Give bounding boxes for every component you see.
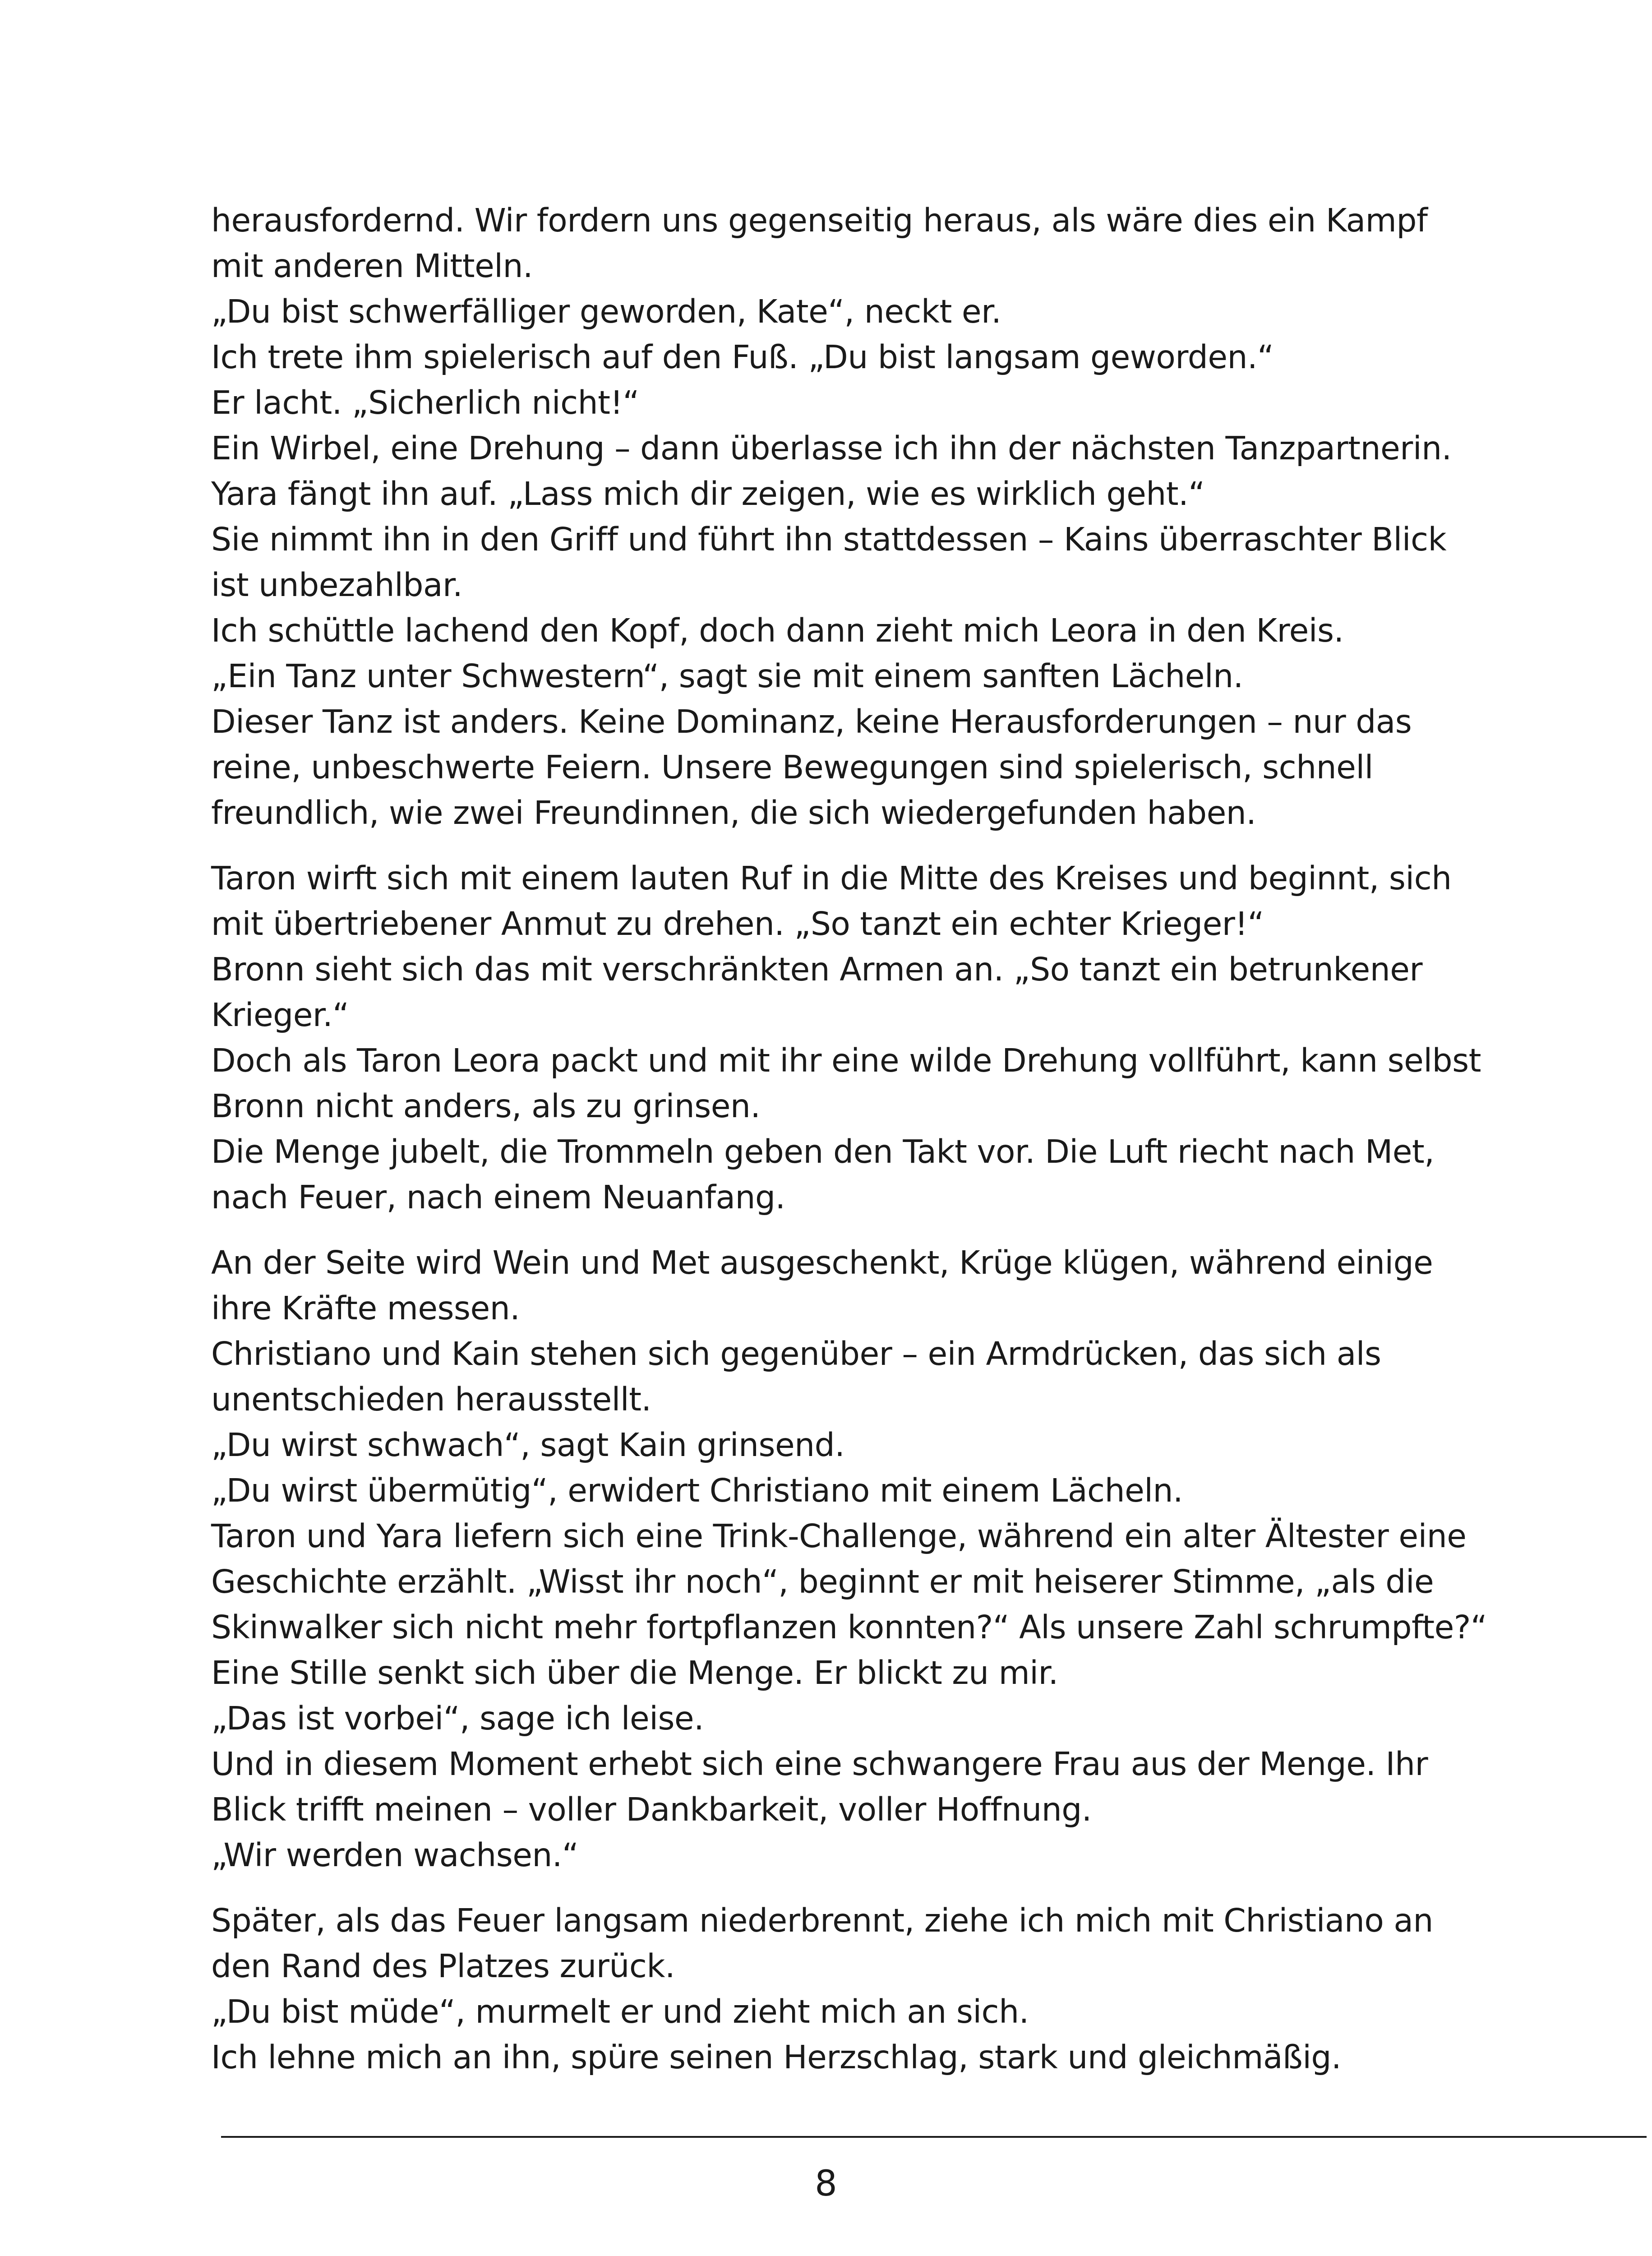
text-line: nach Feuer, nach einem Neuanfang. [211, 1179, 785, 1216]
footer-divider [221, 2136, 1647, 2138]
text-line: den Rand des Platzes zurück. [211, 1947, 675, 1985]
text-line: Geschichte erzählt. „Wisst ihr noch“, beginnt er mit heiserer Stimme, „als die [211, 1563, 1434, 1600]
text-line: Sie nimmt ihn in den Griff und führt ihn stattdessen – Kains überraschter Blick [211, 521, 1447, 558]
text-line: Blick trifft meinen – voller Dankbarkeit, voller Hoffnung. [211, 1791, 1092, 1828]
text-line: „Du bist müde“, murmelt er und zieht mich an sich. [211, 1993, 1029, 2030]
paragraph [211, 855, 1481, 1220]
text-line: „Das ist vorbei“, sage ich leise. [211, 1700, 704, 1737]
text-line: Ein Wirbel, eine Drehung – dann überlasse ich ihn der nächsten Tanzpartnerin. [211, 430, 1452, 467]
text-line: „Du bist schwerfälliger geworden, Kate“, neckt er. [211, 293, 1001, 330]
text-line: Krieger.“ [211, 996, 349, 1034]
text-line: „Ein Tanz unter Schwestern“, sagt sie mit einem sanften Lächeln. [211, 657, 1243, 695]
text-line: An der Seite wird Wein und Met ausgeschenkt, Krüge klügen, während einige [211, 1244, 1433, 1281]
paragraph [211, 198, 1456, 836]
text-line: herausfordernd. Wir fordern uns gegenseitig heraus, als wäre dies ein Kampf [211, 202, 1428, 239]
text-line: Er lacht. „Sicherlich nicht!“ [211, 384, 639, 421]
text-line: Skinwalker sich nicht mehr fortpflanzen konnten?“ Als unsere Zahl schrumpfte?“ [211, 1609, 1487, 1646]
text-line: Später, als das Feuer langsam niederbrennt, ziehe ich mich mit Christiano an [211, 1902, 1433, 1939]
text-line: freundlich, wie zwei Freundinnen, die sich wiedergefunden haben. [211, 794, 1256, 832]
paragraph [211, 1898, 1456, 2080]
body-text [211, 198, 1487, 2100]
text-line: reine, unbeschwerte Feiern. Unsere Bewegungen sind spielerisch, schnell [211, 749, 1373, 786]
paragraph [211, 1240, 1487, 1878]
text-line: „Wir werden wachsen.“ [211, 1836, 579, 1874]
text-line: Taron wirft sich mit einem lauten Ruf in die Mitte des Kreises und beginnt, sich [211, 860, 1452, 897]
text-line: Die Menge jubelt, die Trommeln geben den Takt vor. Die Luft riecht nach Met, [211, 1133, 1435, 1170]
text-line: Bronn sieht sich das mit verschränkten Armen an. „So tanzt ein betrunkener [211, 951, 1423, 988]
text-line: ist unbezahlbar. [211, 566, 463, 604]
text-line: Doch als Taron Leora packt und mit ihr eine wilde Drehung vollführt, kann selbst [211, 1042, 1481, 1079]
text-line: Dieser Tanz ist anders. Keine Dominanz, keine Herausforderungen – nur das [211, 703, 1412, 740]
text-line: Eine Stille senkt sich über die Menge. Er blickt zu mir. [211, 1654, 1058, 1692]
text-line: Yara fängt ihn auf. „Lass mich dir zeigen, wie es wirklich geht.“ [211, 475, 1205, 513]
text-line: Christiano und Kain stehen sich gegenüber – ein Armdrücken, das sich als [211, 1335, 1381, 1373]
text-line: ihre Kräfte messen. [211, 1290, 520, 1327]
text-line: „Du wirst übermütig“, erwidert Christiano mit einem Lächeln. [211, 1472, 1183, 1509]
text-line: unentschieden herausstellt. [211, 1381, 651, 1418]
page-number: 8 [815, 2164, 837, 2204]
text-line: Bronn nicht anders, als zu grinsen. [211, 1087, 761, 1125]
text-line: Taron und Yara liefern sich eine Trink-Challenge, während ein alter Ältester eine [211, 1517, 1467, 1555]
text-line: Ich trete ihm spielerisch auf den Fuß. „Du bist langsam geworden.“ [211, 338, 1274, 376]
text-line: Und in diesem Moment erhebt sich eine schwangere Frau aus der Menge. Ihr [211, 1745, 1428, 1783]
text-line: mit anderen Mitteln. [211, 247, 533, 285]
text-line: mit übertriebener Anmut zu drehen. „So tanzt ein echter Krieger!“ [211, 905, 1264, 943]
text-line: Ich schüttle lachend den Kopf, doch dann zieht mich Leora in den Kreis. [211, 612, 1344, 649]
text-line: Ich lehne mich an ihn, spüre seinen Herzschlag, stark und gleichmäßig. [211, 2039, 1342, 2076]
text-line: „Du wirst schwach“, sagt Kain grinsend. [211, 1426, 845, 1464]
